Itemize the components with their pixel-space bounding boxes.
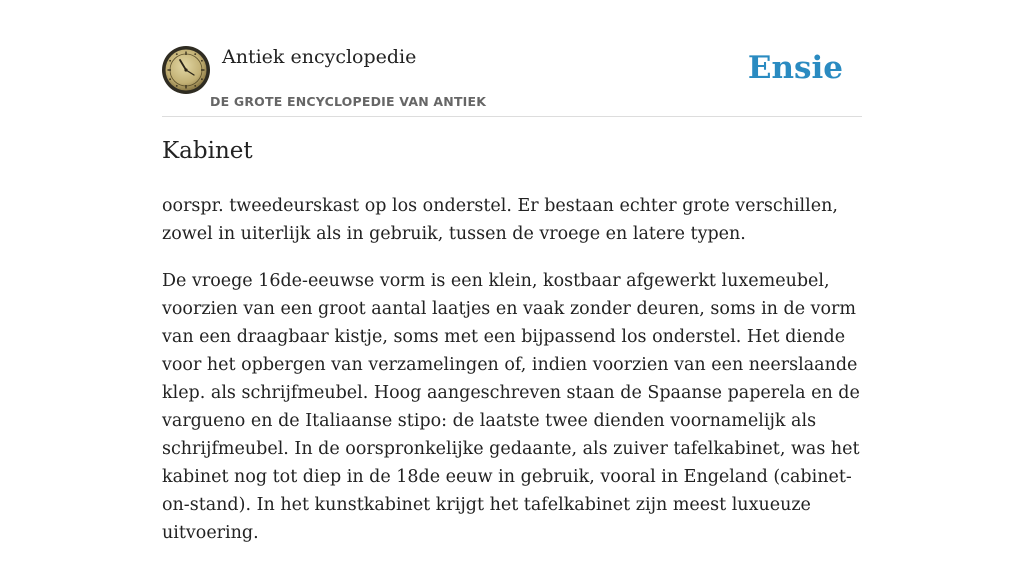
site-subtitle: DE GROTE ENCYCLOPEDIE VAN ANTIEK bbox=[210, 94, 487, 109]
ensie-logo-link[interactable]: Ensie bbox=[747, 50, 843, 86]
site-title[interactable]: Antiek encyclopedie bbox=[222, 46, 417, 68]
article-title: Kabinet bbox=[162, 138, 253, 164]
article-body bbox=[162, 192, 862, 566]
antique-clock-icon[interactable] bbox=[162, 46, 210, 94]
article-paragraph: De vroege 16de-eeuwse vorm is een klein, kostbaar afgewerkt luxemeubel, voorzien van een groot aantal laatjes en vaak zonder deuren, soms in de vorm van een draagbaar kistje, soms met een bijpassend los onderstel. Het diende voor het opbergen van verzamelingen of, indien voorzien van een neerslaande klep. als schrijfmeubel. Hoog aangeschreven staan de Spaanse paperela en de vargueno en de Italiaanse stipo: de laatste twee dienden voornamelijk als schrijfmeubel. In de oorspronkelijke gedaante, als zuiver tafelkabinet, was het kabinet nog tot diep in de 18de eeuw in gebruik, vooral in Engeland (cabinet-on-stand). In het kunstkabinet krijgt het tafelkabinet zijn meest luxueuze uitvoering. bbox=[162, 271, 860, 543]
site-header bbox=[162, 44, 862, 117]
article-paragraph: oorspr. tweedeurskast op los onderstel. Er bestaan echter grote verschillen, zowel in uiterlijk als in gebruik, tussen de vroege en latere typen. bbox=[162, 196, 838, 244]
